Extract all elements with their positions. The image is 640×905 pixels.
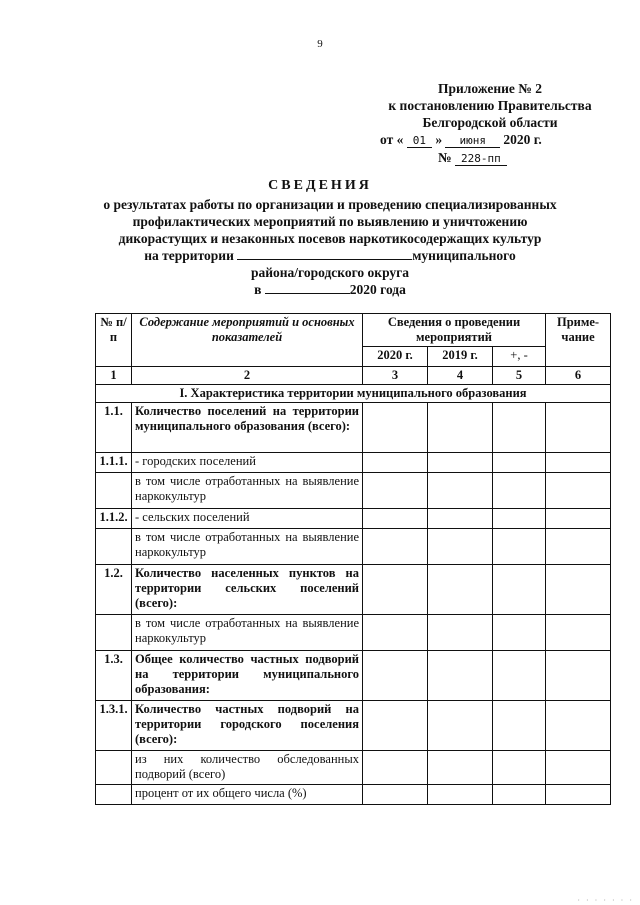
- numbering-cell: 5: [493, 367, 546, 385]
- corner-marks: · · · · · · ·: [577, 896, 634, 905]
- row-content: Количество населенных пунктов на территории сельских поселений (всего):: [132, 565, 363, 615]
- value-cell: [363, 751, 428, 785]
- value-cell: [428, 751, 493, 785]
- table-row: [96, 565, 611, 615]
- value-cell: [493, 453, 546, 473]
- row-number: [96, 473, 132, 509]
- row-content: в том числе отработанных на выявление наркокультур: [132, 615, 363, 651]
- document-subtitle: [80, 196, 580, 298]
- subtitle-line-2: профилактических мероприятий по выявлению и уничтожению: [132, 214, 528, 229]
- row-content: - сельских поселений: [132, 509, 363, 529]
- header-row: [96, 314, 611, 347]
- value-cell: [428, 453, 493, 473]
- appendix-line-1: к постановлению Правительства: [388, 98, 592, 113]
- value-cell: [428, 509, 493, 529]
- subtitle-line-3: дикорастущих и незаконных посевов наркотикосодержащих культур: [118, 231, 542, 246]
- value-cell: [363, 615, 428, 651]
- value-cell: [363, 509, 428, 529]
- subtitle-line-4: [80, 247, 580, 264]
- date-mid: »: [435, 132, 443, 147]
- value-cell: [546, 615, 611, 651]
- appendix-block: [350, 80, 630, 167]
- value-cell: [363, 529, 428, 565]
- appendix-number: [350, 149, 630, 167]
- value-cell: [363, 453, 428, 473]
- table-row: [96, 403, 611, 453]
- value-cell: [493, 473, 546, 509]
- row-content: в том числе отработанных на выявление наркокультур: [132, 473, 363, 509]
- header-diff: +, -: [493, 347, 546, 367]
- row-number: 1.1.1.: [96, 453, 132, 473]
- row-content: Количество поселений на территории муниципального образования (всего):: [132, 403, 363, 453]
- value-cell: [493, 751, 546, 785]
- period-blank: [265, 281, 350, 294]
- section-row: [96, 385, 611, 403]
- document-heading: СВЕДЕНИЯ: [268, 178, 372, 193]
- subtitle-line-1: о результатах работы по организации и проведению специализированных: [103, 197, 557, 212]
- value-cell: [546, 529, 611, 565]
- table-row: [96, 453, 611, 473]
- appendix-title: Приложение № 2: [438, 81, 542, 96]
- value-cell: [493, 701, 546, 751]
- row-number: [96, 529, 132, 565]
- value-cell: [546, 785, 611, 805]
- date-year: 2020 г.: [503, 132, 542, 147]
- value-cell: [493, 785, 546, 805]
- value-cell: [546, 651, 611, 701]
- row-number: 1.2.: [96, 565, 132, 615]
- row-number: 1.3.1.: [96, 701, 132, 751]
- row-number: 1.1.: [96, 403, 132, 453]
- value-cell: [428, 615, 493, 651]
- header-2019: 2019 г.: [428, 347, 493, 367]
- territory-blank: [237, 247, 412, 260]
- table-row: [96, 651, 611, 701]
- row-content: процент от их общего числа (%): [132, 785, 363, 805]
- numbering-row: [96, 367, 611, 385]
- row-content: Количество частных подворий на территории городского поселения (всего):: [132, 701, 363, 751]
- value-cell: [493, 403, 546, 453]
- table-row: [96, 529, 611, 565]
- table-row: [96, 509, 611, 529]
- table-row: [96, 615, 611, 651]
- row-content: из них количество обследованных подворий (всего): [132, 751, 363, 785]
- value-cell: [493, 509, 546, 529]
- section-title: I. Характеристика территории муниципального образования: [96, 385, 611, 403]
- date-prefix: от «: [380, 132, 404, 147]
- value-cell: [363, 651, 428, 701]
- value-cell: [546, 509, 611, 529]
- row-number: [96, 615, 132, 651]
- row-content: - городских поселений: [132, 453, 363, 473]
- header-info: Сведения о проведении мероприятий: [363, 314, 546, 347]
- num-value: 228-пп: [455, 152, 507, 166]
- value-cell: [428, 565, 493, 615]
- report-table: [95, 313, 611, 805]
- date-month: июня: [445, 134, 500, 148]
- table-row: [96, 785, 611, 805]
- value-cell: [546, 403, 611, 453]
- period-year: 2020 года: [349, 282, 406, 297]
- numbering-cell: 2: [132, 367, 363, 385]
- value-cell: [428, 785, 493, 805]
- value-cell: [546, 751, 611, 785]
- page-number: 9: [317, 38, 323, 50]
- num-prefix: №: [438, 150, 452, 165]
- row-content: в том числе отработанных на выявление наркокультур: [132, 529, 363, 565]
- appendix-line-2: Белгородской области: [422, 115, 558, 130]
- value-cell: [363, 701, 428, 751]
- period-prefix: в: [254, 282, 262, 297]
- value-cell: [546, 453, 611, 473]
- row-number: [96, 751, 132, 785]
- subtitle-line-6: [80, 281, 580, 298]
- value-cell: [428, 701, 493, 751]
- value-cell: [428, 529, 493, 565]
- value-cell: [493, 565, 546, 615]
- header-content: Содержание мероприятий и основных показателей: [132, 314, 363, 367]
- value-cell: [493, 529, 546, 565]
- numbering-cell: 3: [363, 367, 428, 385]
- date-day: 01: [407, 134, 432, 148]
- row-content: Общее количество частных подворий на территории муниципального образования:: [132, 651, 363, 701]
- header-2020: 2020 г.: [363, 347, 428, 367]
- value-cell: [546, 701, 611, 751]
- value-cell: [363, 473, 428, 509]
- value-cell: [493, 651, 546, 701]
- appendix-date: [350, 131, 630, 149]
- table-row: [96, 701, 611, 751]
- value-cell: [363, 785, 428, 805]
- value-cell: [428, 473, 493, 509]
- row-number: [96, 785, 132, 805]
- row-number: 1.3.: [96, 651, 132, 701]
- value-cell: [428, 651, 493, 701]
- municipal-label: муниципального: [412, 248, 516, 263]
- table-row: [96, 473, 611, 509]
- table-row: [96, 751, 611, 785]
- value-cell: [363, 565, 428, 615]
- numbering-cell: 1: [96, 367, 132, 385]
- numbering-cell: 4: [428, 367, 493, 385]
- territory-label: на территории: [144, 248, 234, 263]
- subtitle-line-5: района/городского округа: [250, 265, 410, 280]
- value-cell: [546, 565, 611, 615]
- value-cell: [546, 473, 611, 509]
- value-cell: [363, 403, 428, 453]
- row-number: 1.1.2.: [96, 509, 132, 529]
- header-note: Приме-чание: [546, 314, 611, 367]
- numbering-cell: 6: [546, 367, 611, 385]
- header-num: № п/п: [96, 314, 132, 367]
- value-cell: [493, 615, 546, 651]
- value-cell: [428, 403, 493, 453]
